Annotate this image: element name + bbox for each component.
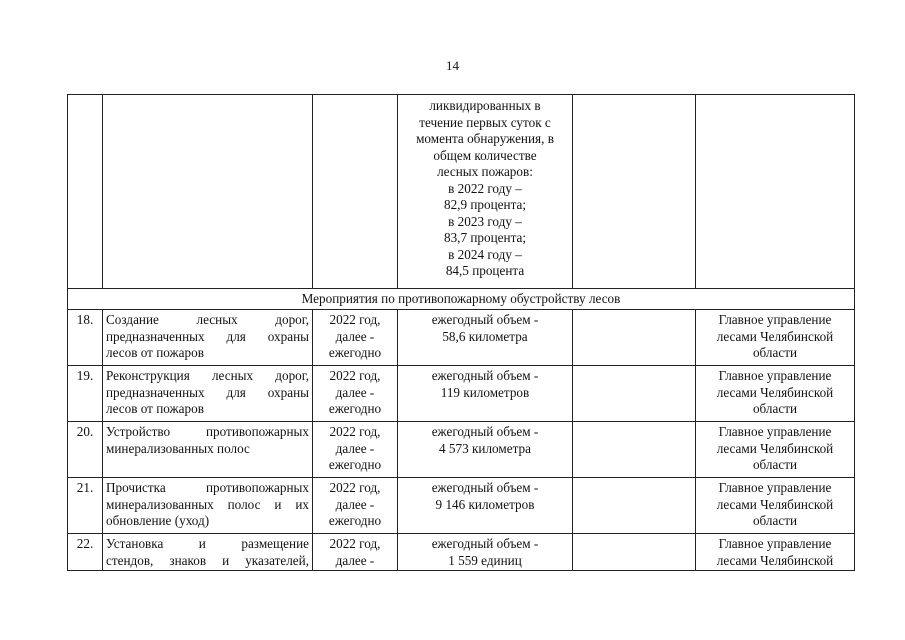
target-line: ликвидированных в — [429, 98, 541, 113]
target-line: 84,5 процента — [445, 263, 525, 278]
term-cell — [313, 534, 398, 571]
term-cell — [313, 95, 398, 289]
target-line: момента обнаружения, в — [416, 131, 554, 146]
executor-line: лесами Челябинской — [716, 552, 834, 568]
executor-line: области — [752, 401, 798, 416]
target-line: течение первых суток с — [419, 114, 551, 130]
term-line: ежегодно — [328, 457, 382, 472]
term-line: далее - — [335, 440, 375, 456]
table-row — [68, 534, 855, 571]
executor-line: Главное управление — [718, 368, 832, 383]
value-cell — [573, 422, 696, 478]
executor-line: Главное управление — [718, 536, 832, 551]
section-title: Мероприятия по противопожарному обустройству лесов — [68, 289, 855, 310]
value-cell — [573, 310, 696, 366]
page-number: 14 — [446, 58, 459, 73]
target-line: в 2024 году – — [448, 246, 522, 262]
continuation-row — [68, 95, 855, 289]
executor-cell — [696, 366, 855, 422]
target-line: 83,7 процента; — [443, 230, 527, 245]
executor-line: области — [752, 513, 798, 528]
table-row — [68, 366, 855, 422]
target-cell — [398, 534, 573, 571]
executor-line: Главное управление — [718, 480, 832, 495]
executor-cell — [696, 95, 855, 289]
executor-line: лесами Челябинской — [716, 328, 834, 344]
term-line: далее - — [335, 328, 375, 344]
measure-name — [103, 422, 313, 478]
target-cell — [398, 95, 573, 289]
row-number: 18. — [68, 310, 103, 366]
term-line: 2022 год, — [329, 480, 381, 495]
row-number: 20. — [68, 422, 103, 478]
executor-line: области — [752, 345, 798, 360]
target-cell — [398, 366, 573, 422]
name-line: предназначенных для охраны — [106, 384, 309, 400]
target-line: 82,9 процента; — [443, 197, 527, 212]
executor-cell — [696, 310, 855, 366]
name-line: лесов от пожаров — [106, 345, 204, 360]
term-line: ежегодно — [328, 401, 382, 416]
executor-line: лесами Челябинской — [716, 384, 834, 400]
table-row — [68, 478, 855, 534]
term-line: далее - — [335, 496, 375, 512]
name-line: обновление (уход) — [106, 513, 210, 528]
target-cell — [398, 422, 573, 478]
measure-name — [103, 310, 313, 366]
target-line: лесных пожаров: — [437, 164, 533, 179]
name-line: Установка и размещение — [106, 536, 309, 551]
name-line: лесов от пожаров — [106, 401, 204, 416]
term-line: ежегодно — [328, 345, 382, 360]
measures-table — [67, 94, 855, 571]
term-line: ежегодно — [328, 513, 382, 528]
name-line: предназначенных для охраны — [106, 328, 309, 344]
term-cell — [313, 478, 398, 534]
executor-line: Главное управление — [718, 424, 832, 439]
name-line: стендов, знаков и указателей, — [106, 552, 309, 568]
target-line: в 2023 году – — [448, 213, 522, 229]
term-cell — [313, 422, 398, 478]
target-line: 4 573 километра — [439, 440, 531, 456]
term-line: 2022 год, — [329, 312, 381, 327]
term-cell — [313, 310, 398, 366]
target-line: ежегодный объем - — [431, 536, 539, 551]
value-cell — [573, 95, 696, 289]
value-cell — [573, 366, 696, 422]
measure-name — [103, 478, 313, 534]
measure-name — [103, 534, 313, 571]
num-cell — [68, 95, 103, 289]
name-line: минерализованных полос — [106, 440, 250, 456]
row-number: 22. — [68, 534, 103, 571]
executor-cell — [696, 478, 855, 534]
executor-cell — [696, 534, 855, 571]
executor-line: лесами Челябинской — [716, 496, 834, 512]
table-row — [68, 422, 855, 478]
target-cell — [398, 478, 573, 534]
target-line: 1 559 единиц — [448, 552, 522, 568]
target-line: в 2022 году – — [448, 180, 522, 196]
term-line: далее - — [335, 552, 375, 568]
term-line: далее - — [335, 384, 375, 400]
target-line: общем количестве — [433, 147, 537, 163]
measure-name — [103, 366, 313, 422]
term-line: 2022 год, — [329, 368, 381, 383]
executor-line: Главное управление — [718, 312, 832, 327]
target-line: ежегодный объем - — [431, 312, 539, 327]
target-line: ежегодный объем - — [431, 424, 539, 439]
name-line: Прочистка противопожарных — [106, 480, 309, 495]
term-cell — [313, 366, 398, 422]
name-cell — [103, 95, 313, 289]
executor-line: области — [752, 457, 798, 472]
value-cell — [573, 534, 696, 571]
name-line: Устройство противопожарных — [106, 424, 309, 439]
executor-cell — [696, 422, 855, 478]
target-line: 58,6 километра — [442, 328, 528, 344]
section-row — [68, 289, 855, 310]
name-line: Создание лесных дорог, — [106, 312, 309, 327]
table-row — [68, 310, 855, 366]
row-number: 21. — [68, 478, 103, 534]
value-cell — [573, 478, 696, 534]
row-number: 19. — [68, 366, 103, 422]
target-cell — [398, 310, 573, 366]
executor-line: лесами Челябинской — [716, 440, 834, 456]
term-line: 2022 год, — [329, 536, 381, 551]
term-line: 2022 год, — [329, 424, 381, 439]
target-line: ежегодный объем - — [431, 480, 539, 495]
name-line: минерализованных полос и их — [106, 496, 309, 512]
target-line: 119 километров — [440, 384, 530, 400]
name-line: Реконструкция лесных дорог, — [106, 368, 309, 383]
target-line: 9 146 километров — [435, 496, 535, 512]
target-line: ежегодный объем - — [431, 368, 539, 383]
